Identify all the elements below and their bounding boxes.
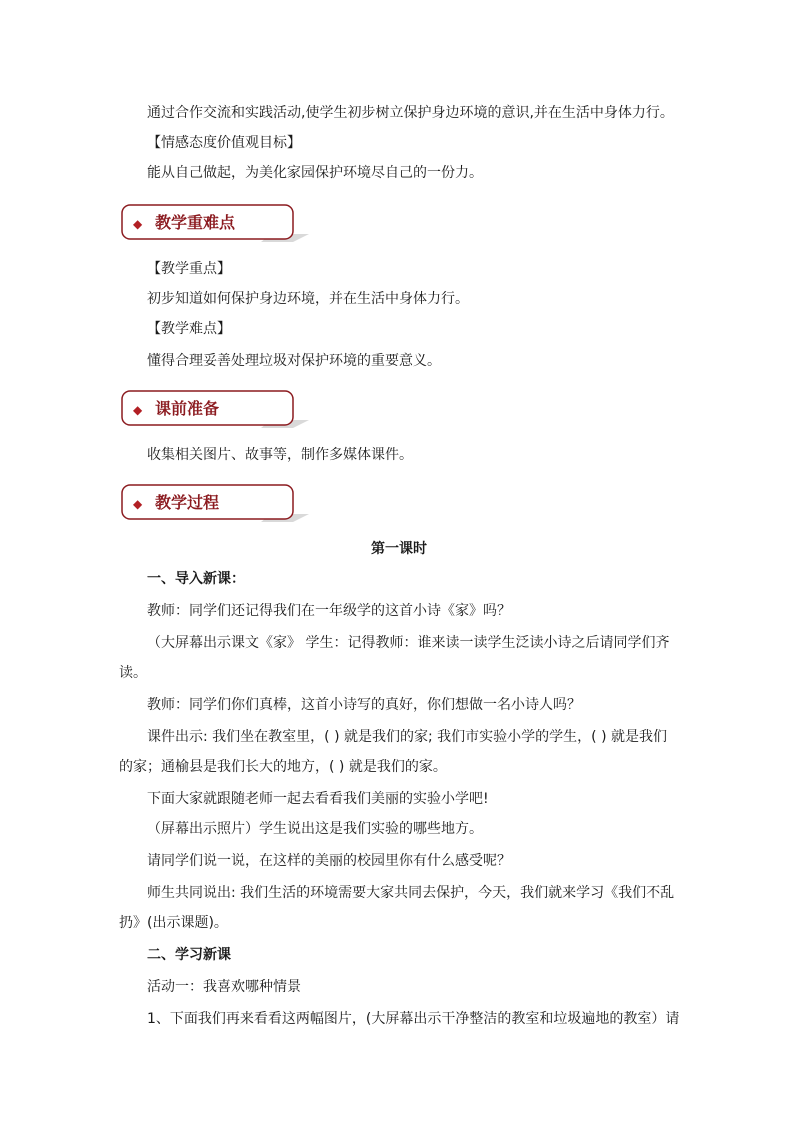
diamond-icon: ◆ [133, 217, 143, 231]
subheading: 【教学重点】 [147, 261, 231, 277]
paragraph: 1、下面我们再来看看这两幅图片，(大屏幕出示干净整洁的教室和垃圾遍地的教室）请 [147, 1011, 680, 1027]
paragraph: 通过合作交流和实践活动,使学生初步树立保护身边环境的意识,并在生活中身体力行。 [147, 105, 674, 121]
diamond-icon: ◆ [133, 497, 143, 511]
paragraph: 师生共同说出: 我们生活的环境需要大家共同去保护，今天，我们就来学习《我们不乱 [147, 885, 675, 901]
paragraph: 请同学们说一说，在这样的美丽的校园里你有什么感受呢？ [147, 853, 511, 869]
subheading: 【教学难点】 [147, 321, 231, 337]
section-title: 课前准备 [155, 399, 220, 418]
objective-heading: 【情感态度价值观目标】 [147, 135, 301, 151]
paragraph: 教师：同学们你们真棒，这首小诗写的真好，你们想做一名小诗人吗？ [147, 697, 581, 713]
step-heading: 一、导入新课： [147, 571, 245, 587]
paragraph-continuation: 的家；通榆县是我们长大的地方，( ) 就是我们的家。 [119, 759, 447, 775]
diamond-icon: ◆ [133, 403, 143, 417]
activity-title: 活动一：我喜欢哪种情景 [147, 979, 301, 995]
paragraph: 教师：同学们还记得我们在一年级学的这首小诗《家》吗？ [147, 603, 511, 619]
section-title: 教学重难点 [155, 213, 236, 232]
paragraph: 课件出示: 我们坐在教室里，( ) 就是我们的家; 我们市实验小学的学生，( ) 就是我们 [147, 729, 667, 745]
section-banner-preparation [121, 390, 311, 432]
paragraph: 收集相关图片、故事等，制作多媒体课件。 [147, 447, 413, 463]
section-banner-key-difficult [121, 204, 311, 246]
paragraph-continuation: 读。 [119, 665, 147, 681]
paragraph: （大屏幕出示课文《家》 学生：记得教师：谁来读一读学生泛读小诗之后请同学们齐 [147, 635, 670, 651]
paragraph: 能从自己做起，为美化家园保护环境尽自己的一份力。 [147, 165, 483, 181]
paragraph-continuation: 扔》(出示课题)。 [119, 915, 228, 931]
section-banner-process [121, 484, 311, 526]
paragraph: 初步知道如何保护身边环境，并在生活中身体力行。 [147, 291, 469, 307]
section-title: 教学过程 [155, 493, 220, 512]
paragraph: 下面大家就跟随老师一起去看看我们美丽的实验小学吧! [147, 791, 489, 807]
step-heading: 二、学习新课 [147, 947, 231, 963]
paragraph: 懂得合理妥善处理垃圾对保护环境的重要意义。 [147, 353, 441, 369]
lesson-title: 第一课时 [371, 541, 427, 557]
paragraph: （屏幕出示照片）学生说出这是我们实验的哪些地方。 [147, 821, 483, 837]
